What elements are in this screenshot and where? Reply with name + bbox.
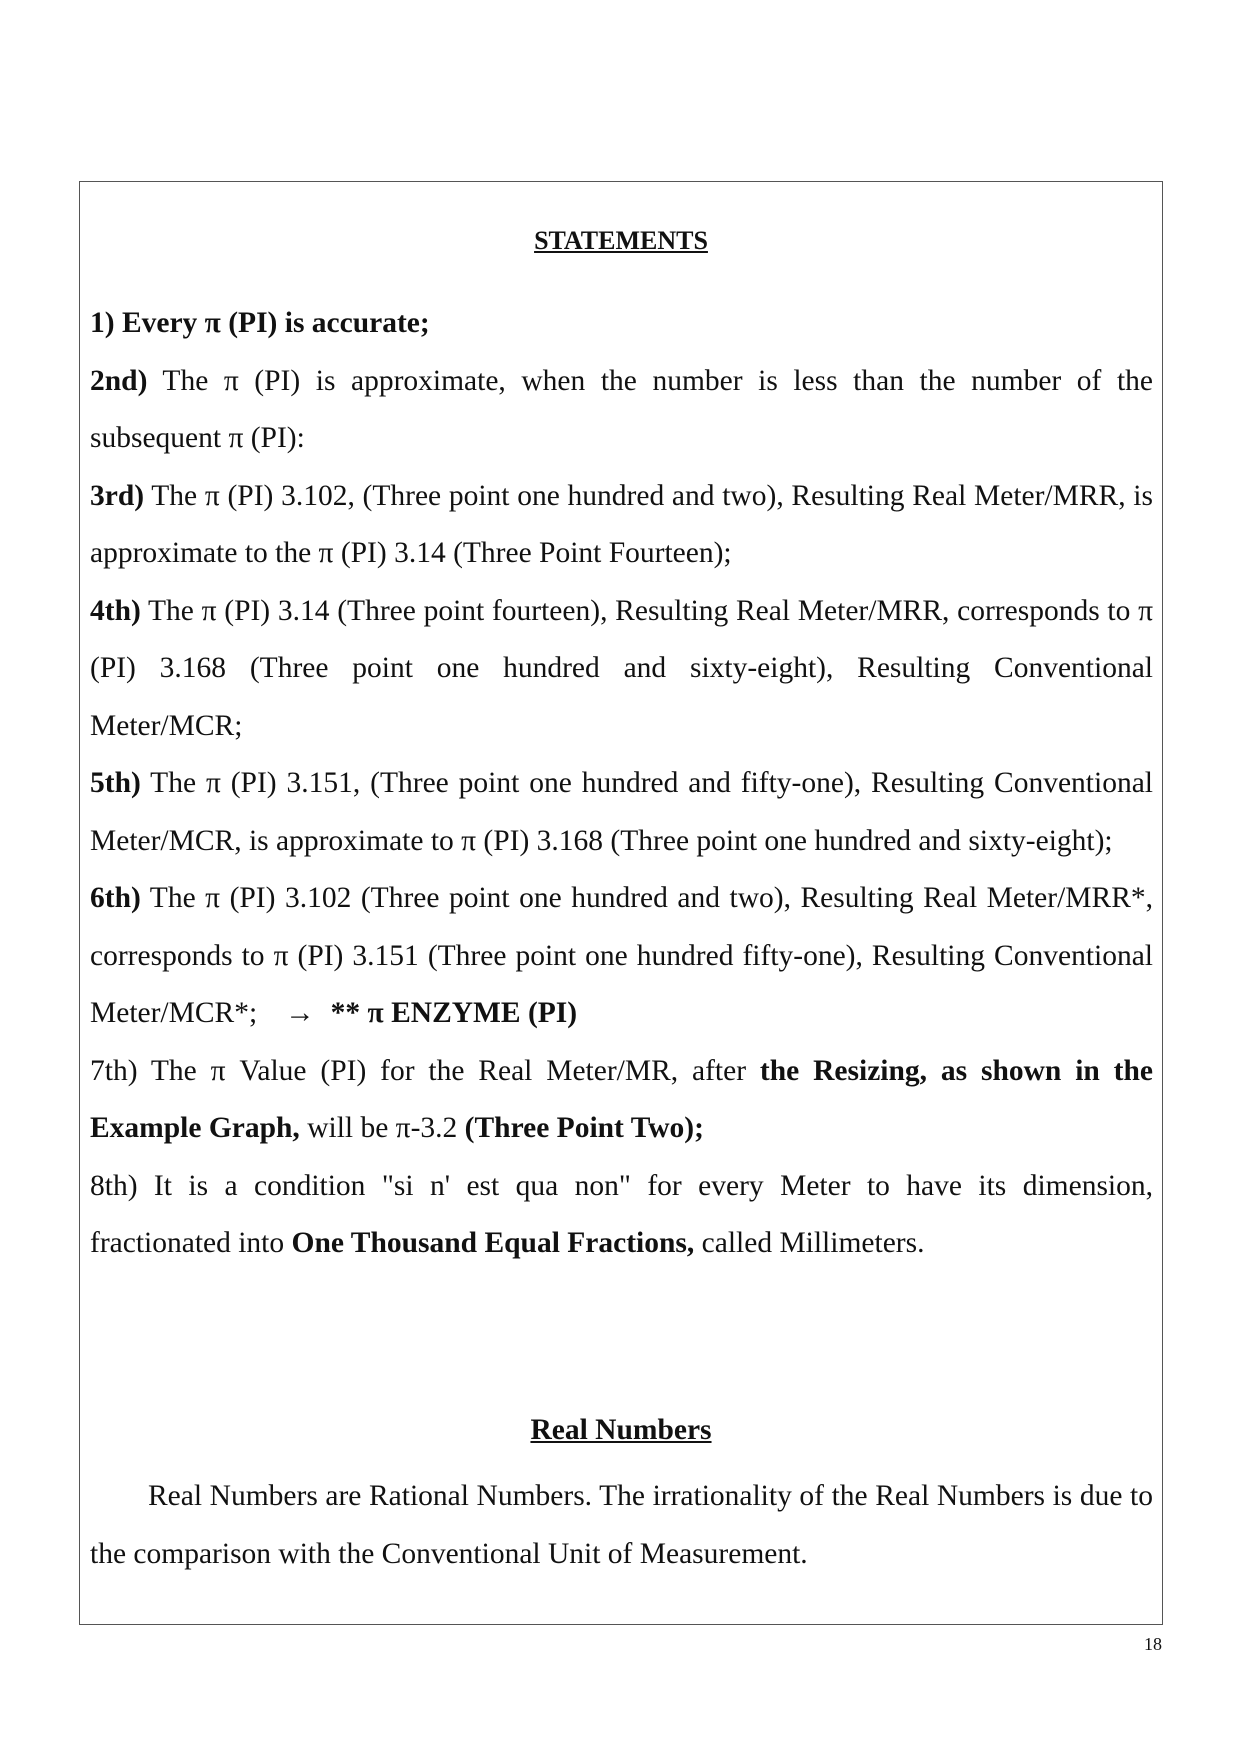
real-numbers-paragraph bbox=[90, 1468, 1153, 1583]
arrow-right-icon: → bbox=[285, 997, 315, 1029]
statement-7 bbox=[90, 1043, 1153, 1158]
statement-5 bbox=[90, 755, 1153, 870]
statement-8 bbox=[90, 1158, 1153, 1273]
statement-8-part-a: 8th) It is a condition "si n' est qua non" for every Meter to have its dimension, fractionated into bbox=[90, 1169, 1153, 1259]
enzyme-note: ** π ENZYME (PI) bbox=[330, 997, 578, 1029]
statements-list bbox=[90, 295, 1153, 1273]
statement-3-label: 3rd) bbox=[90, 479, 145, 512]
statement-5-text: The π (PI) 3.151, (Three point one hundred and fifty-one), Resulting Conventional Meter/MCR, is approximate to π (PI) 3.168 (Three point one hundred and sixty-eight); bbox=[90, 767, 1153, 857]
statement-7-part-a: 7th) The π Value (PI) for the Real Meter/MR, after bbox=[90, 1054, 760, 1087]
statement-3 bbox=[90, 468, 1153, 583]
statement-3-text: The π (PI) 3.102, (Three point one hundred and two), Resulting Real Meter/MRR, is approximate to the π (PI) 3.14 (Three Point Fourteen); bbox=[90, 479, 1153, 569]
statement-5-label: 5th) bbox=[90, 767, 141, 799]
statement-2 bbox=[90, 353, 1153, 468]
statement-4-text: The π (PI) 3.14 (Three point fourteen), Resulting Real Meter/MRR, corresponds to π (PI) 3.168 (Three point one hundred and sixty-eight), Resulting Conventional Meter/MCR; bbox=[90, 594, 1153, 742]
statement-7-part-b: the Resizing, as shown in the Example Graph, bbox=[90, 1054, 1153, 1144]
page-number: 18 bbox=[1144, 1634, 1162, 1654]
statement-8-part-c: called Millimeters. bbox=[694, 1227, 925, 1259]
statement-6 bbox=[90, 870, 1153, 1043]
statement-4 bbox=[90, 583, 1153, 756]
statement-4-label: 4th) bbox=[90, 594, 141, 627]
section-title bbox=[80, 226, 1162, 256]
statement-2-text: The π (PI) is approximate, when the number is less than the number of the subsequent π (PI): bbox=[90, 364, 1153, 454]
real-numbers-text: Real Numbers are Rational Numbers. The irrationality of the Real Numbers is due to the comparison with the Conventional Unit of Measurement. bbox=[90, 1480, 1153, 1570]
real-numbers-heading-text: Real Numbers bbox=[530, 1414, 712, 1446]
section-title-text: STATEMENTS bbox=[534, 226, 708, 255]
content-frame bbox=[79, 181, 1163, 1625]
real-numbers-heading bbox=[80, 1414, 1162, 1447]
statement-6-label: 6th) bbox=[90, 882, 141, 914]
statement-2-label: 2nd) bbox=[90, 364, 148, 397]
statement-1-label: 1) Every π (PI) is accurate; bbox=[90, 307, 430, 339]
statement-8-part-b: One Thousand Equal Fractions, bbox=[291, 1227, 695, 1259]
statement-1 bbox=[90, 295, 1153, 353]
statement-6-text: The π (PI) 3.102 (Three point one hundred and two), Resulting Real Meter/MRR*, corresponds to π (PI) 3.151 (Three point one hundred fifty-one), Resulting Conventional Meter/MCR*; bbox=[90, 882, 1153, 1029]
statement-7-part-c: will be π-3.2 bbox=[299, 1112, 465, 1144]
statement-7-part-d: (Three Point Two); bbox=[464, 1112, 704, 1144]
